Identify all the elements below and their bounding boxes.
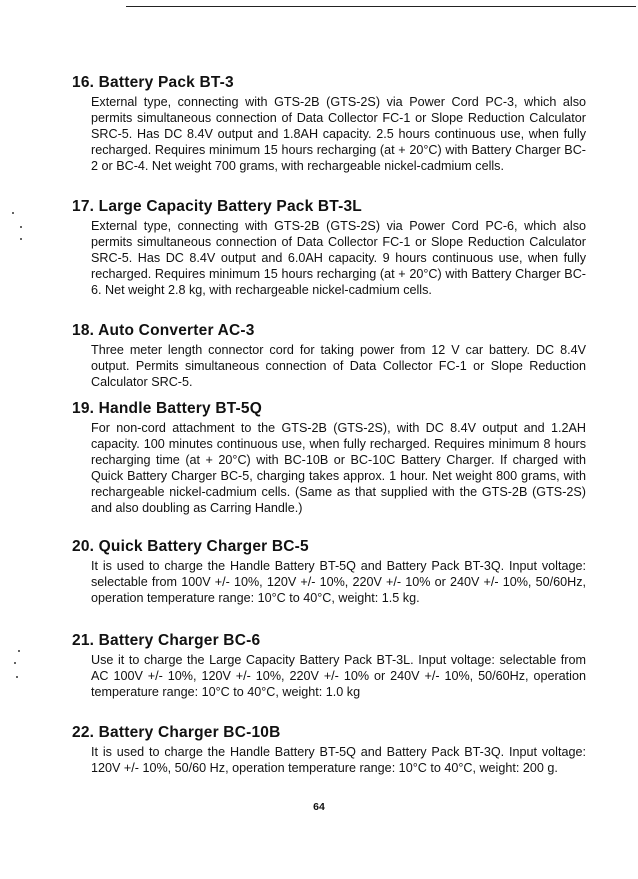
section-body: Three meter length connector cord for taking power from 12 V car battery. DC 8.4V output. Permits simultaneous connection of Data Collector FC-1 or Slope Reduction Calculator SRC-5. <box>91 343 586 389</box>
section-body: External type, connecting with GTS-2B (GTS-2S) via Power Cord PC-3, which also permits simultaneous connection of Data Collector FC-1 or Slope Reduction Calculator SRC-5. Has DC 8.4V output and 1.8AH capacity. 2.5 hours continuous use, when fully recharged. Requires minimum 15 hours recharging (at + 20°C) with Battery Charger BC-2 or BC-4. Net weight 700 grams, with rechargeable nickel-cadmium cells. <box>91 95 586 173</box>
section-body: External type, connecting with GTS-2B (GTS-2S) via Power Cord PC-6, which also permits simultaneous connection of Data Collector FC-1 or Slope Reduction Calculator SRC-5. Has DC 8.4V output and 6.0AH capacity. 9 hours continuous use, when fully recharged. Requires minimum 15 hours recharging (at + 20°C) with Battery Charger BC-6. Net weight 2.8 kg, with rechargeable nickel-cadmium cells. <box>91 219 586 297</box>
section-body: Use it to charge the Large Capacity Battery Pack BT-3L. Input voltage: selectable from AC 100V +/- 10%, 120V +/- 10%, 220V +/- 10% or 240V +/- 10%, 50/60Hz, operation temperature range: 10°C to 40°C, weight: 1.0 kg <box>91 653 586 699</box>
scan-speck <box>20 238 22 240</box>
top-rule <box>126 6 636 7</box>
scan-speck <box>12 212 14 214</box>
section-heading: 21. Battery Charger BC-6 <box>72 632 261 649</box>
section-heading: 20. Quick Battery Charger BC-5 <box>72 538 309 555</box>
scan-speck <box>14 662 16 664</box>
page-number: 64 <box>313 801 325 813</box>
section-body: It is used to charge the Handle Battery BT-5Q and Battery Pack BT-3Q. Input voltage: 120V +/- 10%, 50/60 Hz, operation temperature range: 10°C to 40°C, weight: 200 g. <box>91 745 586 775</box>
section-body: It is used to charge the Handle Battery BT-5Q and Battery Pack BT-3Q. Input voltage: selectable from 100V +/- 10%, 120V +/- 10%, 220V +/- 10% or 240V +/- 10%, 50/60Hz, operation temperature range: 10°C to 40°C, weight: 1.5 kg. <box>91 559 586 605</box>
section-heading: 18. Auto Converter AC-3 <box>72 322 255 339</box>
section-body: For non-cord attachment to the GTS-2B (GTS-2S), with DC 8.4V output and 1.2AH capacity. 100 minutes continuous use, when fully recharged. Requires minimum 8 hours recharging time (at + 20°C) with BC-10B or BC-10C Battery Charger. If charged with Quick Battery Charger BC-5, charging takes approx. 1 hour. Net weight 800 grams, with rechargeable nickel-cadmium cells. (Same as that supplied with the GTS-2B (GTS-2S) and also doubling as Carring Handle.) <box>91 421 586 515</box>
section-heading: 16. Battery Pack BT-3 <box>72 74 234 91</box>
scan-speck <box>16 676 18 678</box>
section-heading: 19. Handle Battery BT-5Q <box>72 400 262 417</box>
section-heading: 22. Battery Charger BC-10B <box>72 724 281 741</box>
scan-speck <box>20 226 22 228</box>
section-heading: 17. Large Capacity Battery Pack BT-3L <box>72 198 362 215</box>
scan-speck <box>18 650 20 652</box>
